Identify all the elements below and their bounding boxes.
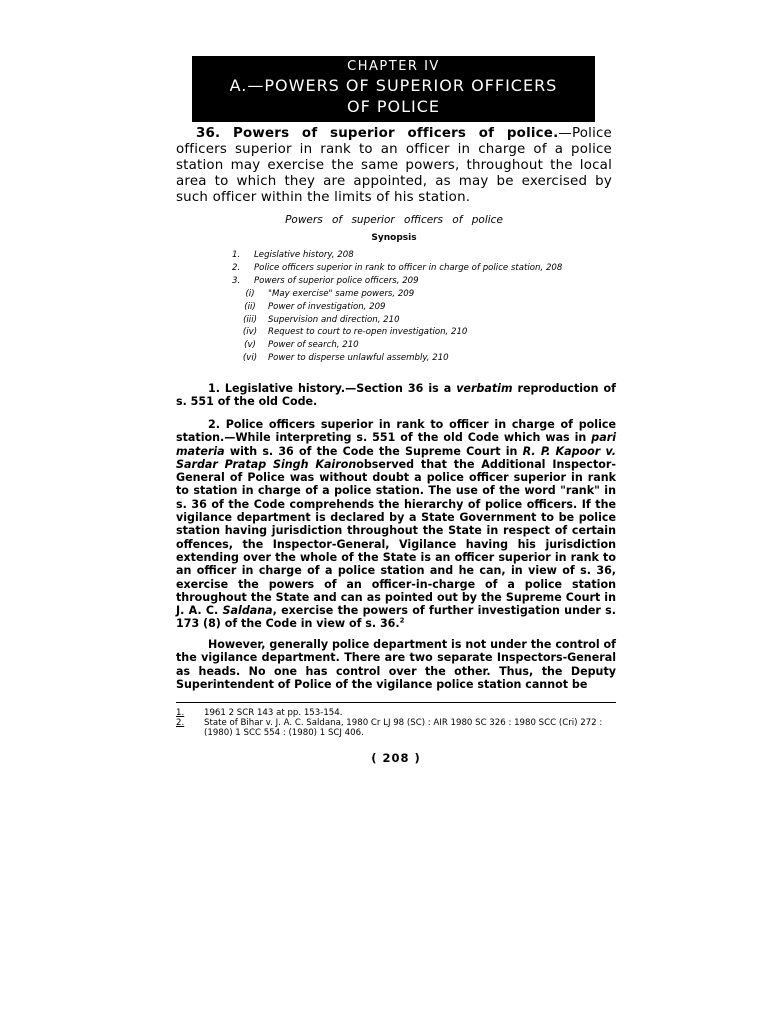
synopsis-subitem: (iii) Supervision and direction, 210 bbox=[243, 314, 400, 325]
synopsis-subitem: (i) "May exercise" same powers, 209 bbox=[245, 288, 415, 299]
paragraph-vigilance: However, generally police department is not under the control of the vigilance department. There are two separate Inspectors-General as heads. No one has control over the other. Thus, the Deputy Superintendent of Police of the vigilance police station cannot be bbox=[176, 638, 616, 691]
page-number: ( 208 ) bbox=[371, 751, 421, 765]
synopsis-label: Synopsis bbox=[371, 233, 417, 243]
synopsis-item: 3. Powers of superior police officers, 209 bbox=[232, 275, 419, 286]
chapter-title-line-2: OF POLICE bbox=[346, 97, 441, 116]
paragraph-legislative-history: 1. Legislative history.—Section 36 is a verbatim reproduction of s. 551 of the old Code. bbox=[176, 382, 616, 409]
chapter-label: CHAPTER IV bbox=[347, 59, 440, 74]
synopsis-subitem: (vi) Power to disperse unlawful assembly, 210 bbox=[242, 353, 449, 364]
synopsis-list bbox=[232, 249, 592, 365]
footnote: 2. State of Bihar v. J. A. C. Saldana, 1980 Cr LJ 98 (SC) : AIR 1980 SC 326 : 1980 SCC (Cri) 272 : (1980) 1 SCC 554 : (1980) 1 SCJ 406. bbox=[176, 717, 603, 738]
section-body: —Police officers superior in rank to an officer in charge of a police station may exercise the same powers, throughout the local area to which they are appointed, as may be exercised by such officer within the limits of his station. bbox=[176, 126, 612, 205]
synopsis-heading: Powers of superior officers of police bbox=[285, 214, 503, 226]
footnotes bbox=[176, 709, 616, 738]
synopsis-subitem: (iv) Request to court to re-open investigation, 210 bbox=[242, 327, 468, 338]
section-36-text bbox=[176, 126, 612, 206]
synopsis-item: 1. Legislative history, 208 bbox=[232, 250, 354, 260]
synopsis-subitem: (v) Power of search, 210 bbox=[244, 340, 359, 351]
chapter-header-box bbox=[192, 56, 595, 122]
footnote: 1. 1961 2 SCR 143 at pp. 153-154. bbox=[176, 708, 343, 718]
footnote-ref: 2 bbox=[399, 616, 405, 625]
synopsis-subitem: (ii) Power of investigation, 209 bbox=[244, 301, 386, 312]
synopsis-item: 2. Police officers superior in rank to officer in charge of police station, 208 bbox=[232, 262, 563, 273]
footnote-divider bbox=[176, 702, 616, 703]
paragraph-superior-officers: 2. Police officers superior in rank to officer in charge of police station.—While interpreting s. 551 of the old Code which was in pari materia with s. 36 of the Code the Supreme Court in R. P. Kapoor v. Sardar Pratap Singh Kaironobserved that the Additional Inspector-General of Police was without doubt a police officer superior in rank to station in charge of a police station. The use of the word "rank" in s. 36 of the Code comprehends the hierarchy of police officers. If the vigilance department is declared by a State Government to be police station having jurisdiction throughout the State in respect of certain offences, the Inspector-General, Vigilance having his jurisdiction extending over the whole of the State is an officer superior in rank to an officer in charge of a police station and he can, in view of s. 36, exercise the powers of an officer-in-charge of a police station throughout the State and can as pointed out by the Supreme Court in J. A. C. Saldana, exercise the powers of further investigation under s. 173 (8) of the Code in view of s. 36.$^2$ bbox=[176, 418, 616, 631]
section-title: 36. Powers of superior officers of police. bbox=[196, 126, 559, 141]
chapter-title-line-1: A.—POWERS OF SUPERIOR OFFICERS bbox=[229, 76, 558, 95]
